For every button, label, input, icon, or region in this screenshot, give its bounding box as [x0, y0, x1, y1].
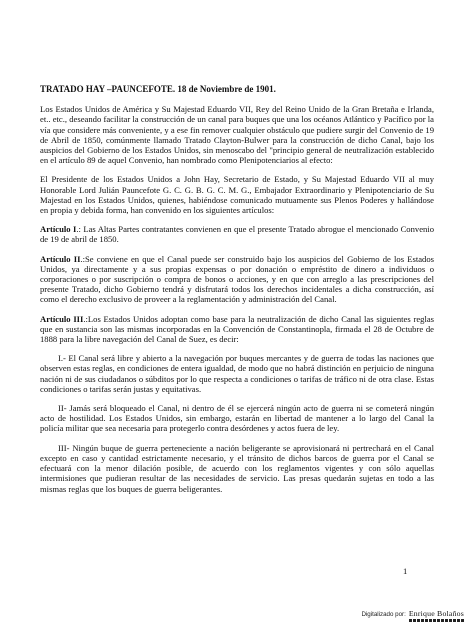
document-body	[40, 84, 434, 503]
page-number: 1	[403, 566, 408, 576]
article-2-text: .:Se conviene en que el Canal puede ser construido bajo los auspicios del Gobierno de los Estados Unidos, ya directamente y a sus propias expensas o por donación o empréstito de dinero a individuos o corporaciones o por suscripción o compra de bonos o acciones, y en que con arreglo a las prescripciones del presente Tratado, dicho Gobierno tendrá y disfrutará todos los derechos incidentales a dicha construcción, así como el derecho exclusivo de proveer a la reglamentación y administración del Canal.	[40, 253, 434, 305]
article-3-label: Artículo III	[40, 313, 84, 324]
article-1-text: .: Las Altas Partes contratantes convienen en que el presente Tratado abrogue el mencionado Convenio de 19 de abril de 1850.	[40, 224, 434, 245]
digitizer-logo-text: Enrique Bolaños	[408, 609, 464, 618]
digitizer-logo	[409, 610, 464, 622]
article-2-label: Artículo II	[40, 253, 81, 264]
logo-underline-bar	[409, 619, 464, 622]
article-1-label: Artículo I	[40, 224, 77, 235]
article-2	[40, 254, 434, 305]
plenipotentiaries-paragraph: El Presidente de los Estados Unidos a John Hay, Secretario de Estado, y Su Majestad Eduardo VII al muy Honorable Lord Julián Pauncefote G. C. G. B. G. C. M. G., Embajador Extraordinario y Plenipotenciario de Su Majestad en los Estados Unidos, quienes, habiéndose comunicado mutuamente sus Plenos Poderes y hallándose en propia y debida forma, han convenido en los siguientes artículos:	[40, 174, 434, 216]
article-3	[40, 314, 434, 345]
document-title: TRATADO HAY –PAUNCEFOTE. 18 de Noviembre de 1901.	[40, 84, 276, 94]
rule-2: II- Jamás será bloqueado el Canal, ni dentro de él se ejercerá ningún acto de guerra ni se cometerá ningún acto de hostilidad. Los Estados Unidos, sin embargo, estarán en libertad de mantener a lo largo del Canal la policía militar que sea necesaria para protegerlo contra desórdenes y actos fuera de ley.	[40, 403, 434, 434]
article-1	[40, 224, 434, 244]
rule-1: I.- El Canal será libre y abierto a la navegación por buques mercantes y de guerra de todas las naciones que observen estas reglas, en condiciones de entera igualdad, de modo que no habrá distinción en perjuicio de ninguna nación ni de sus ciudadanos o súbditos por lo que respecta a condiciones o tarifas de tráfico ni de otra clase. Estas condiciones o tarifas serán justas y equitativas.	[40, 353, 434, 394]
article-3-text: .:Los Estados Unidos adoptan como base para la neutralización de dicho Canal las siguientes reglas que en sustancia son las mismas incorporadas en la Convención de Constantinopla, firmada el 28 de Octubre de 1888 para la libre navegación del Canal de Suez, es decir:	[40, 313, 435, 345]
footer-label: Digitalizado por:	[361, 611, 406, 618]
digitizer-footer	[361, 610, 464, 622]
rule-3: III- Ningún buque de guerra perteneciente a nación beligerante se aprovisionará ni pertrechará en el Canal excepto en caso y cantidad estrictamente necesario, y el tránsito de dichos barcos de guerra por el Canal se efectuará con la menor dilación posible, de acuerdo con los reglamentos vigentes y con sólo aquellas intermisiones que pudieran resultar de las necesidades de servicio. Las presas quedarán sujetas en todo a las mismas reglas que los buques de guerra beligerantes.	[40, 442, 434, 494]
preamble-paragraph: Los Estados Unidos de América y Su Majestad Eduardo VII, Rey del Reino Unido de la Gran Bretaña e Irlanda, et.. etc., deseando facilitar la construcción de un canal para buques que una los océanos Atlántico y Pacífico por la vía que considere más conveniente, y a ese fin remover cualquier obstáculo que pudiere surgir del Convenio de 19 de Abril de 1850, comúnmente llamado Tratado Clayton-Bulwer para la construcción de dicho Canal, bajo los auspicios del Gobierno de los Estados Unidos, sin menoscabo del "principio general de neutralización establecido en el artículo 89 de aquel Convenio, han nombrado como Plenipotenciarios al efecto:	[40, 104, 434, 166]
